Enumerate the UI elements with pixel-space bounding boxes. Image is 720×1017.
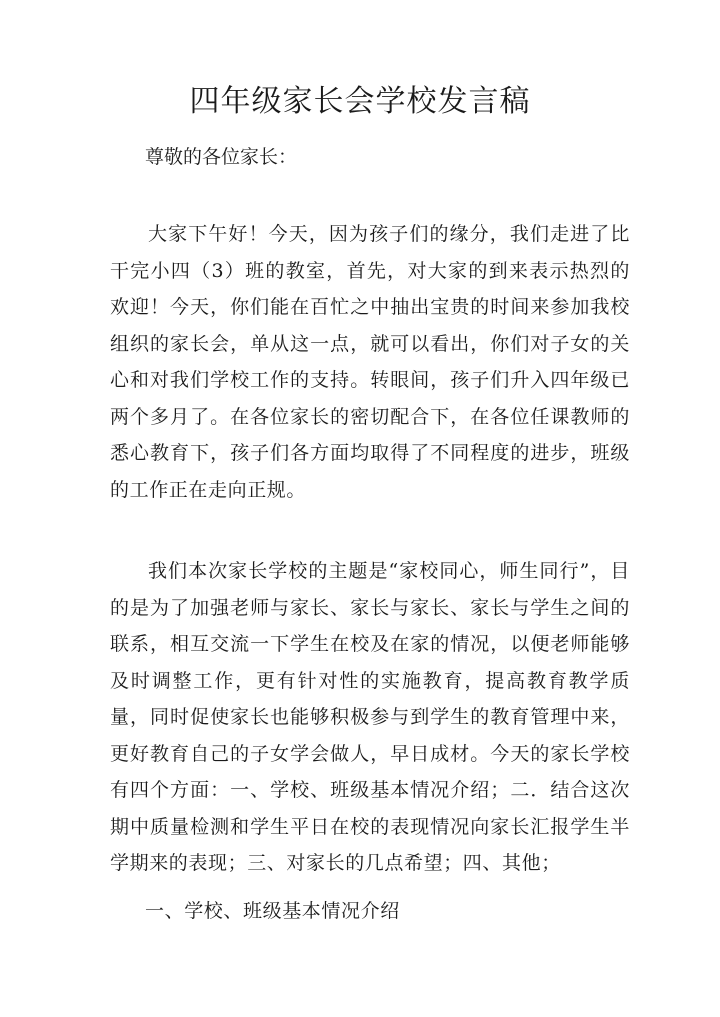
paragraph-greeting: 大家下午好！今天，因为孩子们的缘分，我们走进了比干完小四（3）班的教室，首先，对大家的到来表示热烈的欢迎！今天，你们能在百忙之中抽出宝贵的时间来参加我校组织的家长会，单从这一点，就可以看出，你们对子女的关心和对我们学校工作的支持。转眼间，孩子们升入四年级已两个多月了。在各位家长的密切配合下，在各位任课教师的悉心教育下，孩子们各方面均取得了不同程度的进步，班级的工作正在走向正规。 xyxy=(110,223,630,501)
salutation: 尊敬的各位家长： xyxy=(145,146,298,168)
section-heading: 一、学校、班级基本情况介绍 xyxy=(145,900,400,922)
document-title: 四年级家长会学校发言稿 xyxy=(189,84,531,119)
paragraph-theme: 我们本次家长学校的主题是“家校同心，师生同行”，目的是为了加强老师与家长、家长与家长、家长与学生之间的联系，相互交流一下学生在校及在家的情况，以便老师能够及时调整工作，更有针对性的实施教育，提高教育教学质量，同时促使家长也能够积极参与到学生的教育管理中来，更好教育自己的子女学会做人，早日成材。今天的家长学校有四个方面：一、学校、班级基本情况介绍；二．结合这次期中质量检测和学生平日在校的表现情况向家长汇报学生半学期来的表现；三、对家长的几点希望；四、其他； xyxy=(110,560,630,874)
